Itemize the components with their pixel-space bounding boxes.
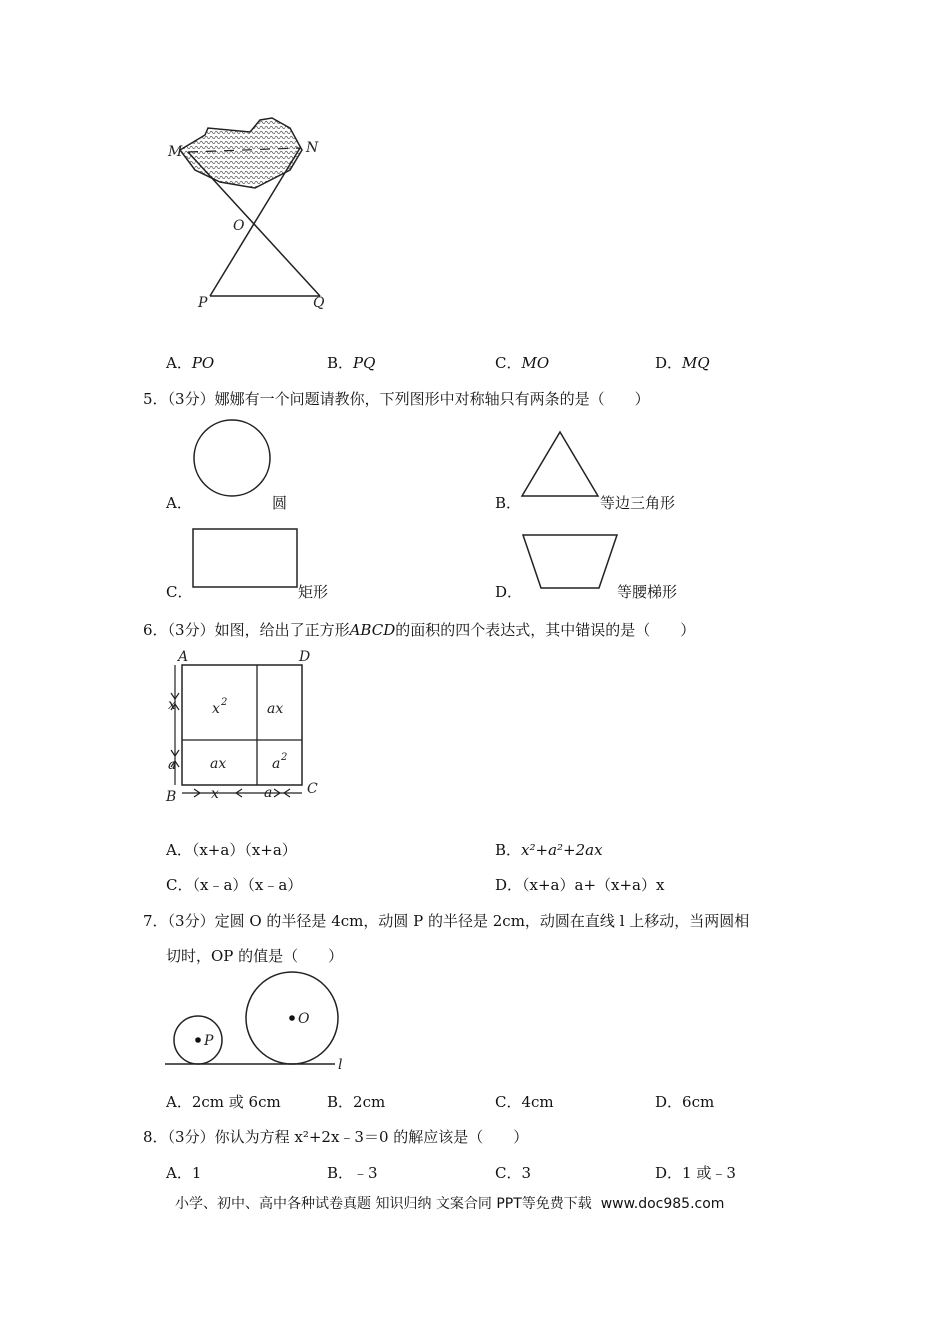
q8-option-a: A．1 xyxy=(166,1164,202,1182)
q5-stem: 5．（3分）娜娜有一个问题请教你，下列图形中对称轴只有两条的是（ ） xyxy=(143,390,650,408)
cell-a2: a xyxy=(272,756,281,772)
label-l: l xyxy=(338,1057,343,1073)
q5-option-a-text: 圆 xyxy=(272,494,288,512)
label-O: O xyxy=(298,1011,310,1027)
q6-option-b: B．x²+a²+2ax xyxy=(495,841,603,859)
q5-triangle-figure xyxy=(520,430,600,500)
q7-option-d: D．6cm xyxy=(655,1093,715,1111)
label-O: O xyxy=(233,218,245,234)
label-D: D xyxy=(299,649,311,665)
label-P: P xyxy=(198,295,208,311)
label-M: M xyxy=(168,144,183,160)
q5-option-a-letter: A． xyxy=(166,494,192,512)
label-C: C xyxy=(307,781,318,797)
q7-stem-line1: 7．（3分）定圆 O 的半径是 4cm，动圆 P 的半径是 2cm，动圆在直线 l 上移动，当两圆相 xyxy=(143,912,750,930)
q5-option-d-text: 等腰梯形 xyxy=(617,583,678,601)
q5-option-b-text: 等边三角形 xyxy=(600,494,676,512)
shaded-region xyxy=(180,118,302,188)
q5-circle-figure xyxy=(190,418,274,502)
q8-option-d: D．1 或﹣3 xyxy=(655,1164,736,1182)
cell-x2-sup: 2 xyxy=(221,697,228,708)
label-Q: Q xyxy=(313,295,325,311)
side-a: a xyxy=(168,757,177,773)
q5-option-b-letter: B． xyxy=(495,494,522,512)
label-A: A xyxy=(178,649,189,665)
q6-square-figure xyxy=(160,645,340,810)
cell-a2-sup: 2 xyxy=(281,752,288,763)
q8-option-c: C．3 xyxy=(495,1164,532,1182)
q6-option-c: C．（x﹣a）（x﹣a） xyxy=(166,876,303,894)
q5-trapezoid-figure xyxy=(520,532,620,592)
q6-option-d: D．（x+a）a+（x+a）x xyxy=(495,876,665,894)
q7-stem-line2: 切时，OP 的值是（ ） xyxy=(166,947,344,965)
bottom-x: x xyxy=(211,786,219,802)
label-P: P xyxy=(204,1033,214,1049)
q5-option-d-letter: D． xyxy=(495,583,523,601)
q7-option-c: C．4cm xyxy=(495,1093,554,1111)
q4-option-c: C．MO xyxy=(495,354,550,372)
side-x: x xyxy=(168,697,176,713)
q4-option-d: D．MQ xyxy=(655,354,710,372)
q6-option-a: A．（x+a）（x+a） xyxy=(166,841,297,859)
q5-option-c-text: 矩形 xyxy=(298,583,329,601)
cell-x2: x xyxy=(212,701,220,717)
bottom-a: a xyxy=(264,785,273,801)
q4-figure xyxy=(160,110,370,320)
q8-option-b: B．﹣3 xyxy=(327,1164,378,1182)
footer-link[interactable]: www.doc985.com xyxy=(600,1196,725,1212)
cell-ax-top: ax xyxy=(267,701,284,717)
q7-option-b: B．2cm xyxy=(327,1093,386,1111)
q4-option-b: B．PQ xyxy=(327,354,376,372)
q6-stem: 6．（3分）如图，给出了正方形ABCD的面积的四个表达式，其中错误的是（ ） xyxy=(143,621,696,639)
label-B: B xyxy=(166,789,177,805)
q5-option-c-letter: C． xyxy=(166,583,193,601)
q8-stem: 8．（3分）你认为方程 x²+2x﹣3＝0 的解应该是（ ） xyxy=(143,1128,529,1146)
q7-option-a: A．2cm 或 6cm xyxy=(166,1093,281,1111)
cell-ax-bottom: ax xyxy=(210,756,227,772)
label-N: N xyxy=(306,140,319,156)
q7-circles-figure xyxy=(160,972,360,1072)
page-footer: 小学、初中、高中各种试卷真题 知识归纳 文案合同 PPT等免费下载 www.doc985.com xyxy=(175,1196,725,1212)
q5-rectangle-figure xyxy=(192,528,300,590)
q4-option-a: A．PO xyxy=(166,354,215,372)
